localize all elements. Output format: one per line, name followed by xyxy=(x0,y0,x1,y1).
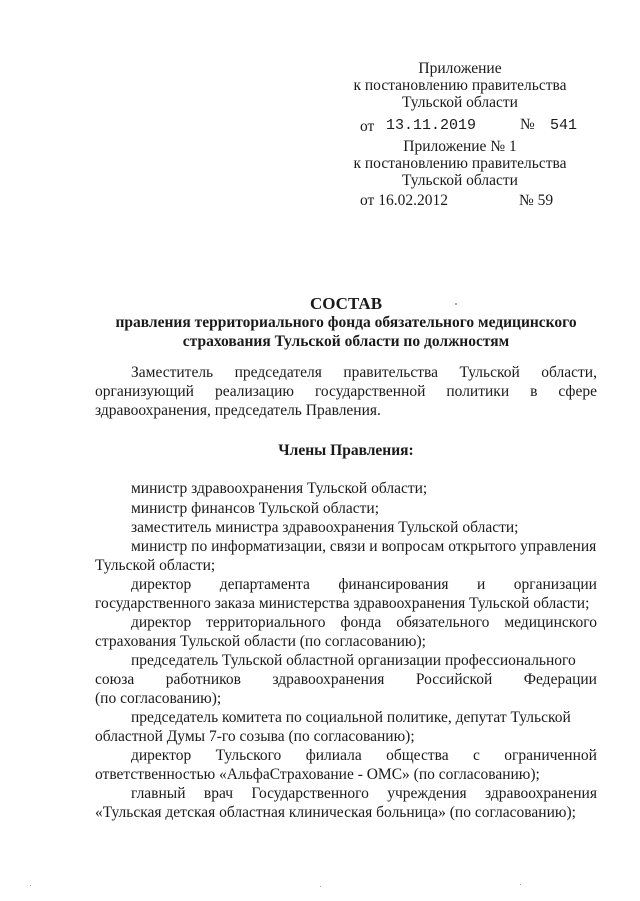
appendix-date: 13.11.2019 xyxy=(386,117,477,134)
appendix-region-line: Тульской области xyxy=(402,94,518,111)
word: здравоохранения xyxy=(484,785,597,802)
scan-speck xyxy=(320,886,321,887)
word: Государственного xyxy=(251,785,369,802)
word: организации xyxy=(513,576,597,593)
member-item: министр по информатизации, связи и вопросам открытого управления xyxy=(131,538,597,555)
word: учреждения xyxy=(387,785,467,802)
word: филиала xyxy=(305,747,362,764)
chairman-line-3: здравоохранения, председатель Правления. xyxy=(95,402,381,419)
word: работников xyxy=(165,671,241,688)
appendix-resolution-line: к постановлению правительства xyxy=(353,77,567,94)
word: председателя xyxy=(234,364,322,381)
member-item xyxy=(131,576,597,594)
word: политики xyxy=(446,383,510,400)
word: медицинского xyxy=(504,614,597,631)
word: врач xyxy=(203,785,233,802)
member-item-cont xyxy=(95,671,597,689)
word: Заместитель xyxy=(131,364,214,381)
scan-speck xyxy=(455,303,457,305)
appendix-date-prefix: от xyxy=(360,118,375,135)
member-item: председатель Тульской областной организации профессионального xyxy=(131,652,576,669)
member-item xyxy=(131,785,597,803)
word: реализацию xyxy=(214,383,294,400)
word: директор xyxy=(131,576,192,593)
member-item-cont: государственного заказа министерства здравоохранения Тульской области; xyxy=(95,595,590,612)
word: с xyxy=(473,747,480,764)
word: общества xyxy=(386,747,449,764)
appendix-number-prefix: № xyxy=(520,116,535,133)
original-date: от 16.02.2012 xyxy=(360,192,448,209)
member-item-cont: «Тульская детская областная клиническая больница» (по согласованию); xyxy=(95,804,576,821)
word: финансирования xyxy=(338,576,449,593)
word: ограниченной xyxy=(504,747,597,764)
appendix-header xyxy=(340,60,580,111)
original-resolution-line: к постановлению правительства xyxy=(353,155,567,172)
word: союза xyxy=(95,671,135,688)
member-item-cont: страхования Тульской области (по согласованию); xyxy=(95,633,426,650)
word: здравоохранения xyxy=(272,671,385,688)
member-item: министр здравоохранения Тульской области; xyxy=(131,480,428,497)
member-item xyxy=(131,747,597,765)
word: Тульской xyxy=(459,364,520,381)
document-subtitle-line1: правления территориального фонда обязательного медицинского xyxy=(115,314,577,331)
appendix-number: 541 xyxy=(550,117,578,134)
word: в xyxy=(530,383,538,400)
word: территориального xyxy=(206,614,326,631)
scan-speck xyxy=(30,885,31,886)
document-subtitle-line2: страхования Тульской области по должностям xyxy=(182,333,510,350)
word: главный xyxy=(131,785,186,802)
word: сфере xyxy=(558,383,597,400)
appendix-title: Приложение xyxy=(418,60,502,77)
word: правительства xyxy=(343,364,439,381)
chairman-line-1 xyxy=(131,364,597,382)
word: государственной xyxy=(314,383,426,400)
word: фонда xyxy=(340,614,382,631)
member-item-cont: областной Думы 7-го созыва (по согласованию); xyxy=(95,728,415,745)
word: области, xyxy=(541,364,597,381)
word: Российской xyxy=(415,671,493,688)
word: Тульского xyxy=(215,747,282,764)
word: обязательного xyxy=(396,614,490,631)
member-item-cont: (по согласованию); xyxy=(95,690,222,707)
chairman-line-2 xyxy=(95,383,597,401)
word: Федерации xyxy=(523,671,597,688)
member-item-cont: ответственностью «АльфаСтрахование - ОМС» (по согласованию); xyxy=(95,766,540,783)
member-item: министр финансов Тульской области; xyxy=(131,500,380,517)
member-item: председатель комитета по социальной политике, депутат Тульской xyxy=(131,709,571,726)
scan-speck xyxy=(520,884,521,885)
original-appendix-header xyxy=(340,138,580,189)
original-number: № 59 xyxy=(519,192,554,209)
word: и xyxy=(476,576,486,593)
member-item-cont: Тульской области; xyxy=(95,557,216,574)
word: директор xyxy=(131,614,192,631)
original-region-line: Тульской области xyxy=(402,172,518,189)
member-item: заместитель министра здравоохранения Тульской области; xyxy=(131,519,519,536)
word: организующий xyxy=(95,383,194,400)
members-heading: Члены Правления: xyxy=(278,442,414,459)
member-item xyxy=(131,614,597,632)
original-appendix-title: Приложение № 1 xyxy=(403,138,517,155)
word: директор xyxy=(131,747,192,764)
document-title: СОСТАВ xyxy=(309,294,383,313)
word: департамента xyxy=(219,576,310,593)
